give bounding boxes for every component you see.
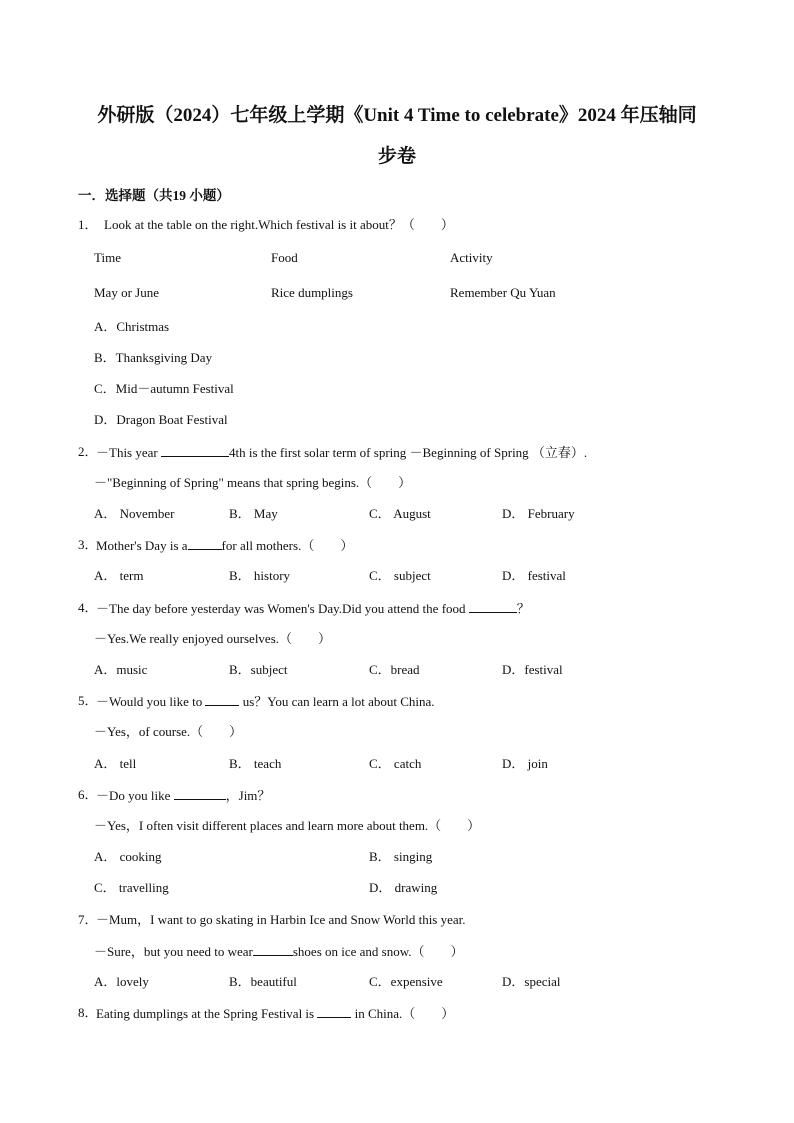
answer-option[interactable]: D． festival	[502, 568, 566, 583]
answer-option[interactable]: C． subject	[369, 568, 431, 583]
stem-part: －The day before yesterday was Women's Day.Did you attend the food	[96, 601, 466, 616]
table-header: Time	[94, 250, 121, 265]
stem-part: －Would you like to	[96, 694, 203, 709]
stem-part: us？You can learn a lot about China.	[242, 694, 435, 709]
table-header: Food	[271, 250, 298, 265]
question-stem: －Mum，I want to go skating in Harbin Ice and Snow World this year.	[96, 912, 466, 927]
question-number: 1．	[78, 217, 98, 232]
stem-part: －This year	[96, 445, 158, 460]
answer-blank	[188, 536, 222, 550]
answer-option[interactable]: D． drawing	[369, 880, 438, 895]
question-stem-line-2	[94, 942, 464, 961]
answer-option[interactable]: A．Christmas	[94, 319, 170, 334]
question-stem	[96, 443, 587, 462]
answer-option[interactable]: C．expensive	[369, 974, 443, 989]
question-number: 4．	[78, 600, 98, 615]
answer-option[interactable]: B． history	[229, 568, 291, 583]
question-stem	[96, 1004, 454, 1023]
answer-option[interactable]: C． catch	[369, 756, 422, 771]
table-cell: Rice dumplings	[271, 285, 353, 300]
table-cell: Remember Qu Yuan	[450, 285, 556, 300]
answer-option[interactable]: D． join	[502, 756, 548, 771]
answer-option[interactable]: B． singing	[369, 849, 433, 864]
question-stem	[96, 599, 530, 618]
answer-option[interactable]: A． tell	[94, 756, 137, 771]
answer-option[interactable]: D．festival	[502, 662, 563, 677]
answer-option[interactable]: A．lovely	[94, 974, 149, 989]
question-number: 8．	[78, 1005, 98, 1020]
question-number: 2．	[78, 444, 98, 459]
stem-part: ？	[516, 601, 530, 616]
answer-option[interactable]: A． cooking	[94, 849, 162, 864]
question-stem: Look at the table on the right.Which festival is it about？（ ）	[104, 217, 454, 232]
answer-option[interactable]: B．Thanksgiving Day	[94, 350, 213, 365]
stem-part: for all mothers.（ ）	[221, 538, 354, 553]
table-header: Activity	[450, 250, 493, 265]
stem-part: Mother's Day is a	[96, 538, 188, 553]
answer-option[interactable]: A． term	[94, 568, 144, 583]
question-stem	[96, 536, 353, 555]
answer-blank	[469, 599, 517, 613]
answer-option[interactable]: D． February	[502, 506, 575, 521]
stem-part: －Sure，but you need to wear	[94, 944, 253, 959]
answer-option[interactable]: A．music	[94, 662, 148, 677]
answer-option[interactable]: B． teach	[229, 756, 282, 771]
question-number: 6．	[78, 787, 98, 802]
question-number: 5．	[78, 693, 98, 708]
answer-option[interactable]: D．Dragon Boat Festival	[94, 412, 228, 427]
answer-blank	[205, 692, 239, 706]
question-stem-line-2: －Yes.We really enjoyed ourselves.（ ）	[94, 631, 332, 646]
question-stem-line-2: －Yes，of course.（ ）	[94, 724, 243, 739]
stem-part: Eating dumplings at the Spring Festival is	[96, 1006, 315, 1021]
answer-option[interactable]: A． November	[94, 506, 175, 521]
stem-part: 4th is the first solar term of spring －Beginning of Spring （立春）.	[228, 445, 588, 460]
answer-blank	[317, 1004, 351, 1018]
question-number: 7．	[78, 912, 98, 927]
answer-option[interactable]: C．bread	[369, 662, 420, 677]
question-number: 3．	[78, 537, 98, 552]
table-cell: May or June	[94, 285, 159, 300]
answer-option[interactable]: B．subject	[229, 662, 288, 677]
answer-option[interactable]: B． May	[229, 506, 278, 521]
stem-part: －Do you like	[96, 788, 171, 803]
stem-part: in China.（ ）	[354, 1006, 455, 1021]
answer-option[interactable]: C． August	[369, 506, 431, 521]
answer-option[interactable]: C． travelling	[94, 880, 169, 895]
section-heading: 一．选择题（共19 小题）	[78, 188, 230, 203]
answer-option[interactable]: C．Mid－autumn Festival	[94, 381, 234, 396]
stem-part: ，Jim？	[225, 788, 271, 803]
question-stem-line-2: －"Beginning of Spring" means that spring begins.（ ）	[94, 475, 412, 490]
answer-blank	[161, 443, 229, 457]
title-line-1: 外研版（2024）七年级上学期《Unit 4 Time to celebrate》2024 年压轴同	[97, 105, 697, 126]
answer-blank	[253, 942, 293, 956]
answer-option[interactable]: D．special	[502, 974, 561, 989]
question-stem	[96, 786, 270, 805]
question-stem	[96, 692, 435, 711]
question-stem-line-2: －Yes，I often visit different places and learn more about them.（ ）	[94, 818, 481, 833]
title-line-2: 步卷	[377, 146, 416, 167]
stem-part: shoes on ice and snow.（ ）	[292, 944, 464, 959]
answer-blank	[174, 786, 226, 800]
answer-option[interactable]: B．beautiful	[229, 974, 297, 989]
